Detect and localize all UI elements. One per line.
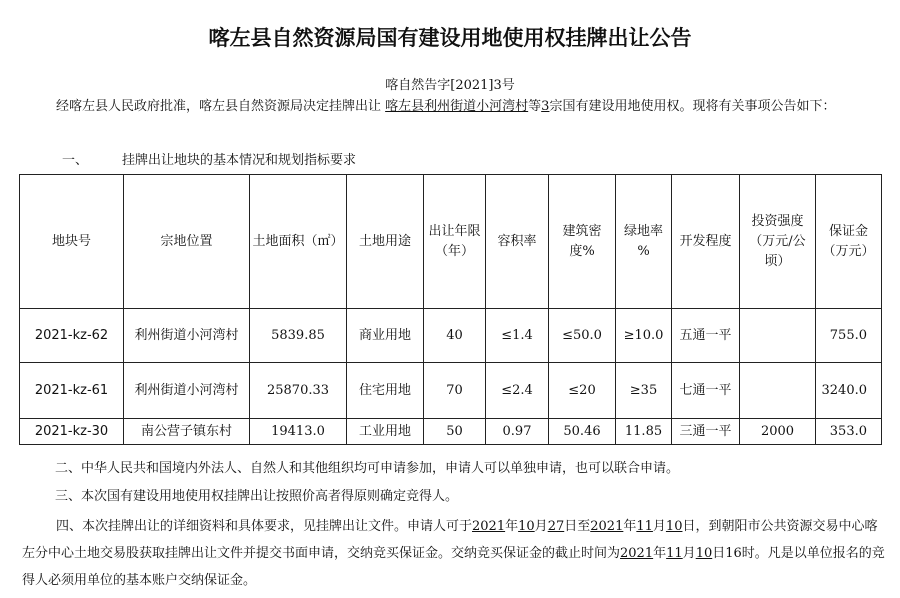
table-cell: ≥35 bbox=[616, 363, 672, 419]
table-cell: 353.0 bbox=[816, 419, 882, 445]
table-cell: ≤50.0 bbox=[549, 309, 616, 363]
table-cell: 工业用地 bbox=[347, 419, 424, 445]
section-4-part: 四、本次挂牌出让的详细资料和具体要求，见挂牌出让文件。申请人可于 bbox=[56, 519, 473, 534]
table-cell: 3240.0 bbox=[816, 363, 882, 419]
table-cell: 755.0 bbox=[816, 309, 882, 363]
table-cell: 5839.85 bbox=[250, 309, 347, 363]
header-cell: 容积率 bbox=[486, 175, 549, 309]
table-cell: ≥10.0 bbox=[616, 309, 672, 363]
table-cell: 商业用地 bbox=[347, 309, 424, 363]
header-cell: 土地用途 bbox=[347, 175, 424, 309]
table-cell: 50 bbox=[424, 419, 486, 445]
table-cell: ≤2.4 bbox=[486, 363, 549, 419]
land-parcel-table bbox=[19, 174, 882, 445]
table-cell: 40 bbox=[424, 309, 486, 363]
section-4-part: 年 bbox=[653, 546, 667, 561]
end-month: 11 bbox=[636, 519, 653, 534]
table-cell: 七通一平 bbox=[672, 363, 740, 419]
section-4-part: 月 bbox=[534, 519, 548, 534]
start-month: 10 bbox=[518, 519, 535, 534]
table-cell: ≤20 bbox=[549, 363, 616, 419]
table-cell: ≤1.4 bbox=[486, 309, 549, 363]
header-cell: 开发程度 bbox=[672, 175, 740, 309]
deadline-month: 11 bbox=[666, 546, 683, 561]
section-2-text: 二、中华人民共和国境内外法人、自然人和其他组织均可申请参加，申请人可以单独申请，也可以联合申请。 bbox=[55, 461, 680, 476]
section-4-part: 日，到朝阳市公共资源交易中心喀左分中心土地交易股获取挂牌出让文件并提交书面申请，交纳竞买保证金。交纳竞买保证金的截止时间为 bbox=[22, 519, 878, 561]
table-cell: 2021-kz-61 bbox=[20, 363, 124, 419]
deadline-day: 10 bbox=[695, 546, 713, 561]
header-cell: 土地面积（㎡） bbox=[250, 175, 347, 309]
table-cell: 2000 bbox=[740, 419, 816, 445]
section-1-number: 一、 bbox=[62, 153, 89, 168]
table-row bbox=[20, 419, 882, 445]
table-cell bbox=[740, 309, 816, 363]
end-year: 2021 bbox=[590, 519, 624, 534]
section-4-part: 年 bbox=[505, 519, 519, 534]
table-cell: 2021-kz-62 bbox=[20, 309, 124, 363]
table-cell: 利州街道小河湾村 bbox=[124, 309, 250, 363]
header-cell: 出让年限（年） bbox=[424, 175, 486, 309]
table-cell: 50.46 bbox=[549, 419, 616, 445]
section-4-part: 月 bbox=[652, 519, 666, 534]
table-cell: 住宅用地 bbox=[347, 363, 424, 419]
intro-suffix: 宗国有建设用地使用权。现将有关事项公告如下： bbox=[549, 99, 836, 114]
header-cell: 投资强度（万元/公顷） bbox=[740, 175, 816, 309]
intro-location: 喀左县利州街道小河湾村 bbox=[385, 99, 529, 114]
table-cell: 11.85 bbox=[616, 419, 672, 445]
intro-count: 3 bbox=[541, 99, 550, 114]
deadline-year: 2021 bbox=[620, 546, 654, 561]
section-4-part: 日16时。凡是以单位报名的竞得人必须用单位的基本账户交纳保证金。 bbox=[22, 546, 885, 588]
document-number: 喀自然告字[2021]3号 bbox=[385, 78, 515, 93]
section-4-text bbox=[22, 513, 886, 594]
header-cell: 绿地率 % bbox=[616, 175, 672, 309]
end-day: 10 bbox=[665, 519, 683, 534]
section-4-part: 日至 bbox=[564, 519, 591, 534]
section-4-part: 年 bbox=[623, 519, 637, 534]
table-cell: 70 bbox=[424, 363, 486, 419]
intro-prefix: 经喀左县人民政府批准，喀左县自然资源局决定挂牌出让 bbox=[56, 99, 386, 114]
section-1-text: 挂牌出让地块的基本情况和规划指标要求 bbox=[122, 153, 357, 168]
section-1-heading bbox=[62, 150, 356, 172]
intro-paragraph bbox=[22, 96, 882, 118]
header-cell: 建筑密度% bbox=[549, 175, 616, 309]
intro-middle: 等 bbox=[528, 99, 542, 114]
table-cell: 2021-kz-30 bbox=[20, 419, 124, 445]
section-3-text: 三、本次国有建设用地使用权挂牌出让按照价高者得原则确定竞得人。 bbox=[55, 489, 459, 504]
announcement-title: 喀左县自然资源局国有建设用地使用权挂牌出让公告 bbox=[208, 26, 692, 50]
table-cell: 19413.0 bbox=[250, 419, 347, 445]
table-row bbox=[20, 363, 882, 419]
start-day: 27 bbox=[547, 519, 565, 534]
table-cell bbox=[740, 363, 816, 419]
table-row bbox=[20, 309, 882, 363]
table-cell: 25870.33 bbox=[250, 363, 347, 419]
table-cell: 0.97 bbox=[486, 419, 549, 445]
section-4-part: 月 bbox=[682, 546, 696, 561]
table-header-row bbox=[20, 175, 882, 309]
start-year: 2021 bbox=[472, 519, 506, 534]
table-cell: 五通一平 bbox=[672, 309, 740, 363]
table-cell: 南公营子镇东村 bbox=[124, 419, 250, 445]
header-cell: 宗地位置 bbox=[124, 175, 250, 309]
header-cell: 地块号 bbox=[20, 175, 124, 309]
header-cell: 保证金（万元） bbox=[816, 175, 882, 309]
table-cell: 三通一平 bbox=[672, 419, 740, 445]
table-cell: 利州街道小河湾村 bbox=[124, 363, 250, 419]
